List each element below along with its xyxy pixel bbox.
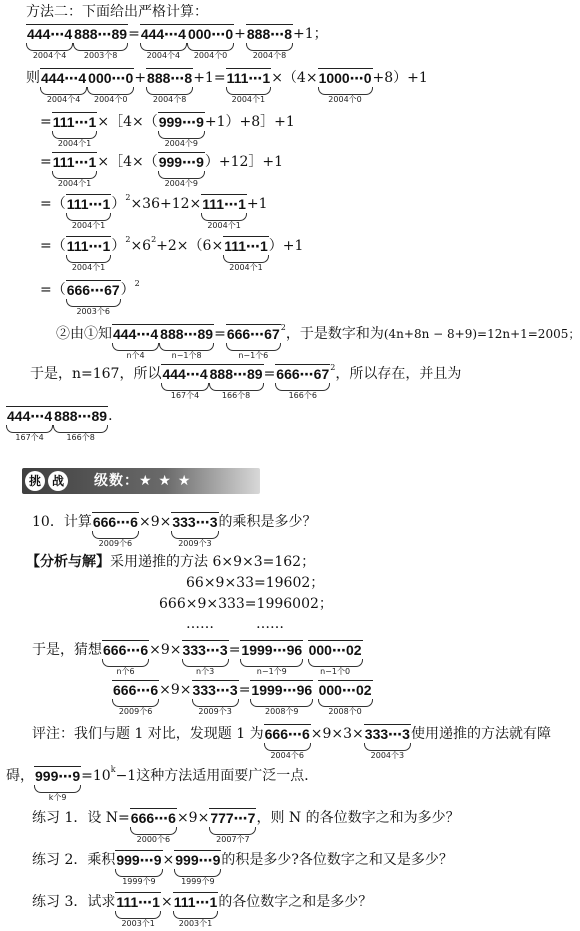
overbrace-group: 888⋯89 2003个8 bbox=[74, 26, 128, 60]
question-10: 10．计算666⋯6 2009个6 ×9×333⋯3 2009个3 的乘积是多少？ bbox=[32, 514, 317, 548]
challenge-banner bbox=[22, 468, 260, 494]
overbrace-group: 333⋯3 2009个3 bbox=[192, 682, 238, 716]
method-two-heading: 方法二：下面给出严格计算： bbox=[26, 4, 208, 20]
overbrace-group: 999⋯9 2004个9 bbox=[158, 154, 204, 188]
overbrace-group: 999⋯9 k个9 bbox=[35, 768, 81, 802]
overbrace-group: 666⋯67 166个6 bbox=[276, 366, 330, 400]
overbrace-group: 000⋯0 2004个0 bbox=[88, 70, 134, 104]
overbrace-group: 1000⋯0 2004个0 bbox=[318, 70, 372, 104]
analysis-line-3: 666×9×333=1996002； bbox=[159, 596, 333, 612]
star-icon: ★ ★ ★ bbox=[139, 473, 192, 489]
overbrace-group: 111⋯1 2004个1 bbox=[66, 238, 111, 272]
overbrace-group: 1999⋯96 n−1个9 bbox=[241, 642, 303, 676]
overbrace-group: 444⋯4 n个4 bbox=[113, 326, 159, 360]
overbrace-group: 999⋯9 1999个9 bbox=[175, 852, 221, 886]
challenge-badge-tiao: 挑 bbox=[25, 471, 45, 491]
result-line: 666⋯6 2009个6 ×9×333⋯3 2009个3 =1999⋯96 2008个9 000⋯02 2008个0 bbox=[113, 682, 372, 716]
overbrace-group: 333⋯3 2009个3 bbox=[172, 514, 218, 548]
overbrace-group: 111⋯1 2004个1 bbox=[226, 70, 271, 104]
overbrace-group: 999⋯9 1999个9 bbox=[116, 852, 162, 886]
overbrace-group: 888⋯8 2004个8 bbox=[246, 26, 293, 60]
exercise-3: 练习 3．试求111⋯1 2003个1 ×111⋯1 2003个1 的各位数字之和是多少？ bbox=[32, 894, 373, 928]
guess-line: 于是，猜想666⋯6 n个6 ×9×333⋯3 n个3 =1999⋯96 n−1个9 000⋯02 n−1个0 bbox=[32, 642, 362, 676]
comment-line-2: 碍，999⋯9 k个9 $=10^k-1$这种方法适用面要广泛一点． bbox=[6, 765, 319, 802]
overbrace-group: 888⋯89 166个8 bbox=[54, 408, 108, 442]
comment-line-1: 评注：我们与题 1 对比，发现题 1 为666⋯6 2004个6 ×9×3×333⋯3 2004个3 使用递推的方法就有障 bbox=[32, 726, 551, 760]
overbrace-group: 444⋯4 2004个4 bbox=[27, 26, 73, 60]
overbrace-group: 888⋯89 n−1个8 bbox=[160, 326, 214, 360]
overbrace-group: 666⋯6 2000个6 bbox=[130, 810, 176, 844]
paragraph-3: 于是，n=167，所以444⋯4 167个4 888⋯89 166个8 =666⋯67 166个6 $^2$，所以存在，并且为 bbox=[30, 363, 462, 400]
difficulty-level: 级数：★ ★ ★ bbox=[94, 473, 192, 489]
analysis-line-2: 66×9×33=19602； bbox=[186, 575, 325, 591]
equation-line-5: =（111⋯1 2004个1 ）$^2$×36+12×111⋯1 2004个1 +1 bbox=[40, 193, 268, 230]
overbrace-group: 666⋯6 2004个6 bbox=[264, 726, 310, 760]
overbrace-group: 333⋯3 n个3 bbox=[182, 642, 228, 676]
exercise-1: 练习 1．设 N=666⋯6 2000个6 ×9×777⋯7 2007个7 ，则 N 的各位数字之和为多少？ bbox=[32, 810, 460, 844]
overbrace-group: 888⋯8 2004个8 bbox=[147, 70, 193, 104]
overbrace-group: 111⋯1 2003个1 bbox=[173, 894, 218, 928]
overbrace-group: 000⋯02 n−1个0 bbox=[308, 642, 362, 676]
challenge-badge-zhan: 战 bbox=[48, 471, 68, 491]
overbrace-group: 333⋯3 2004个3 bbox=[364, 726, 410, 760]
overbrace-group: 666⋯6 2009个6 bbox=[113, 682, 159, 716]
overbrace-group: 666⋯67 n−1个6 bbox=[226, 326, 280, 360]
overbrace-group: 111⋯1 2004个1 bbox=[52, 154, 97, 188]
equation-line-1: 444⋯4 2004个4 888⋯89 2003个8 =444⋯4 2004个4 000⋯0 2004个0 +888⋯8 2004个8 +1； bbox=[27, 26, 328, 60]
paragraph-2: ②由①知444⋯4 n个4 888⋯89 n−1个8 =666⋯67 n−1个6 $^2$，于是数字和为(4n+8n − 8+9)=12n+1=2005； bbox=[56, 323, 580, 360]
equation-line-6: =（111⋯1 2004个1 ）$^2\times 6^2+2\times(6\times 111\cdots 1$ 2004个1 ）+1 bbox=[40, 235, 304, 272]
overbrace-group: 000⋯0 2004个0 bbox=[187, 26, 234, 60]
overbrace-group: 444⋯4 167个4 bbox=[162, 366, 208, 400]
equation-line-3: =111⋯1 2004个1 ×［4×（999⋯9 2004个9 +1）+8］+1 bbox=[40, 114, 295, 148]
analysis-dots-2: …… bbox=[256, 616, 284, 632]
equation-line-7: =（666⋯67 2003个6 ）$^2$ bbox=[40, 279, 140, 316]
overbrace-group: 1999⋯96 2008个9 bbox=[251, 682, 313, 716]
paragraph-3-end: 444⋯4 167个4 888⋯89 166个8 ． bbox=[7, 408, 123, 442]
overbrace-group: 444⋯4 2004个4 bbox=[41, 70, 87, 104]
overbrace-group: 111⋯1 2004个1 bbox=[224, 238, 268, 272]
overbrace-group: 000⋯02 2008个0 bbox=[318, 682, 372, 716]
overbrace-group: 111⋯1 2003个1 bbox=[116, 894, 160, 928]
analysis-line-1: 【分析与解】采用递推的方法 6×9×3=162； bbox=[26, 554, 316, 570]
overbrace-group: 999⋯9 2004个9 bbox=[158, 114, 204, 148]
overbrace-group: 444⋯4 2004个4 bbox=[140, 26, 186, 60]
exercise-2: 练习 2．乘积999⋯9 1999个9 ×999⋯9 1999个9 的积是多少?各位数字之和又是多少？ bbox=[32, 852, 453, 886]
equation-line-2: 则444⋯4 2004个4 000⋯0 2004个0 +888⋯8 2004个8 +1=111⋯1 2004个1 ×（4×1000⋯0 2004个0 +8）+1 bbox=[26, 70, 428, 104]
overbrace-group: 666⋯6 2009个6 bbox=[92, 514, 138, 548]
analysis-dots-1: …… bbox=[186, 616, 214, 632]
overbrace-group: 111⋯1 2004个1 bbox=[66, 196, 111, 230]
overbrace-group: 666⋯6 n个6 bbox=[103, 642, 149, 676]
overbrace-group: 111⋯1 2004个1 bbox=[52, 114, 97, 148]
overbrace-group: 777⋯7 2007个7 bbox=[210, 810, 256, 844]
equation-line-4: =111⋯1 2004个1 ×［4×（999⋯9 2004个9 ）+12］+1 bbox=[40, 154, 284, 188]
overbrace-group: 111⋯1 2004个1 bbox=[202, 196, 246, 230]
overbrace-group: 444⋯4 167个4 bbox=[7, 408, 53, 442]
overbrace-group: 888⋯89 166个8 bbox=[209, 366, 263, 400]
overbrace-group: 666⋯67 2003个6 bbox=[66, 282, 120, 316]
